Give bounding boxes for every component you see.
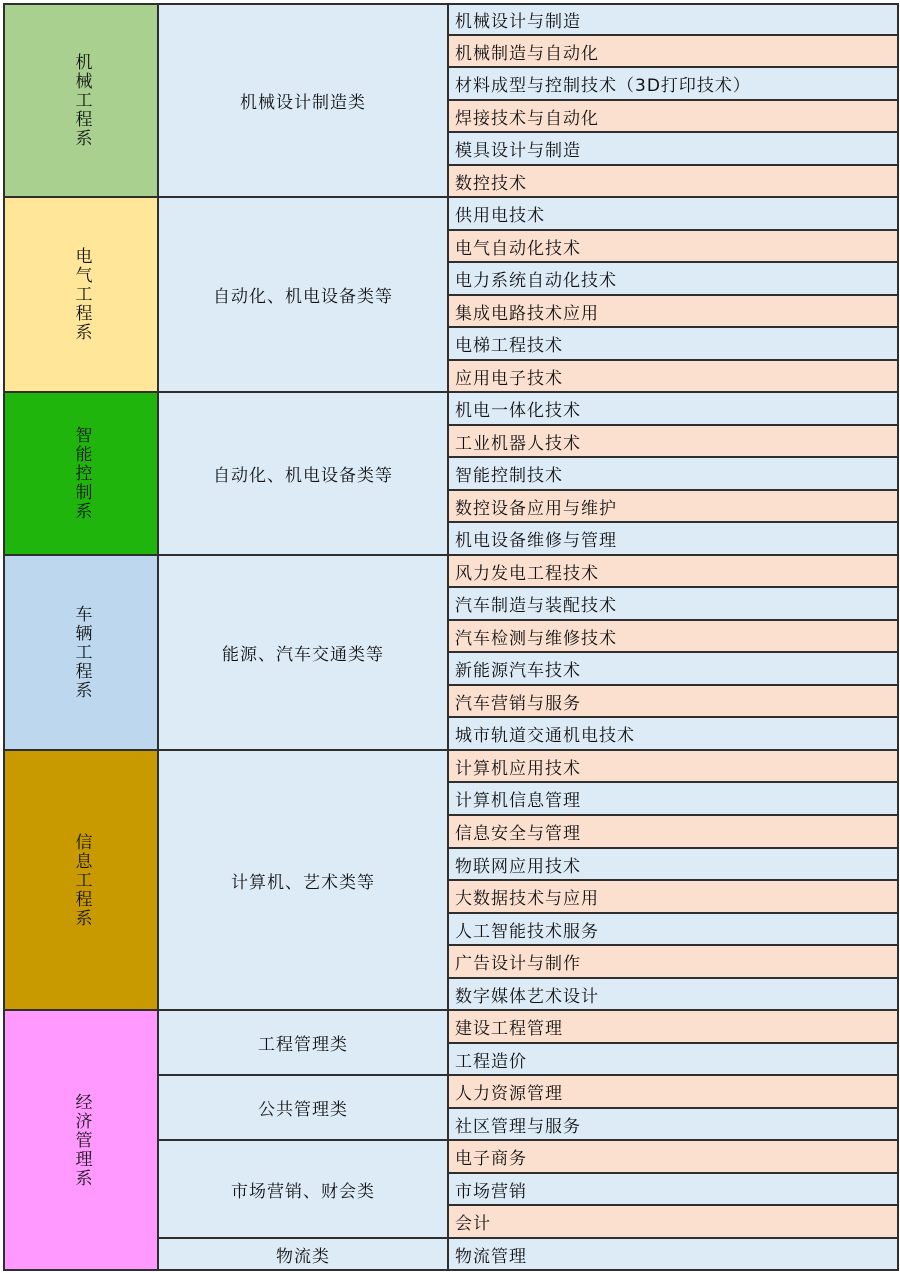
department-cell: [3, 393, 159, 556]
category-name: 计算机、艺术类等: [231, 872, 375, 893]
major-name: 会计: [455, 1214, 491, 1234]
major-cell: [449, 101, 899, 133]
major-cell: [449, 1141, 899, 1174]
major-cell: [449, 263, 899, 296]
major-cell: [449, 68, 899, 101]
major-cell: [449, 328, 899, 361]
major-name: 机械制造与自动化: [455, 43, 599, 64]
department-name: 经济管理系: [71, 1092, 92, 1188]
major-name: 数控技术: [455, 173, 527, 194]
category-cell: [159, 1239, 449, 1271]
department-cell: [3, 3, 159, 198]
major-cell: [449, 133, 899, 166]
major-cell: [449, 979, 899, 1011]
major-cell: [449, 523, 899, 556]
category-cell: [159, 751, 449, 1011]
major-cell: [449, 1011, 899, 1044]
major-name: 大数据技术与应用: [455, 889, 599, 909]
department-name: 信息工程系: [71, 832, 92, 928]
major-cell: [449, 718, 899, 751]
major-name: 城市轨道交通机电技术: [455, 726, 635, 746]
major-name: 计算机应用技术: [455, 758, 581, 779]
major-name: 模具设计与制造: [455, 141, 581, 161]
department-cell: [3, 1011, 159, 1271]
major-cell: [449, 1109, 899, 1141]
majors-table: [3, 3, 899, 1270]
major-cell: [449, 946, 899, 979]
department-cell: [3, 751, 159, 1011]
major-name: 广告设计与制作: [455, 954, 581, 974]
major-name: 人工智能技术服务: [455, 921, 599, 942]
major-cell: [449, 231, 899, 263]
major-name: 新能源汽车技术: [455, 661, 581, 681]
major-cell: [449, 556, 899, 588]
major-cell: [449, 816, 899, 849]
major-name: 集成电路技术应用: [455, 303, 599, 324]
major-cell: [449, 458, 899, 491]
major-cell: [449, 166, 899, 198]
department-name: 智能控制系: [71, 426, 92, 521]
major-cell: [449, 1174, 899, 1206]
major-name: 电力系统自动化技术: [455, 271, 617, 291]
major-name: 物联网应用技术: [455, 856, 581, 877]
category-name: 自动化、机电设备类等: [213, 466, 393, 486]
major-cell: [449, 426, 899, 458]
major-name: 电子商务: [455, 1149, 527, 1169]
major-cell: [449, 393, 899, 426]
major-name: 物流管理: [455, 1246, 527, 1267]
major-name: 材料成型与控制技术（3D打印技术）: [455, 76, 751, 96]
department-name: 机械工程系: [71, 53, 92, 148]
category-cell: [159, 1076, 449, 1141]
major-name: 汽车检测与维修技术: [455, 628, 617, 649]
major-cell: [449, 1076, 899, 1109]
major-cell: [449, 751, 899, 783]
major-name: 人力资源管理: [455, 1084, 563, 1104]
category-cell: [159, 393, 449, 556]
major-name: 风力发电工程技术: [455, 563, 599, 584]
category-name: 公共管理类: [258, 1100, 348, 1120]
category-name: 市场营销、财会类: [231, 1181, 375, 1202]
department-name: 电气工程系: [71, 247, 92, 342]
major-name: 计算机信息管理: [455, 791, 581, 811]
department-cell: [3, 198, 159, 393]
major-name: 建设工程管理: [455, 1019, 563, 1039]
category-name: 物流类: [276, 1246, 330, 1267]
major-cell: [449, 881, 899, 914]
department-name: 车辆工程系: [71, 605, 92, 700]
major-name: 智能控制技术: [455, 466, 563, 486]
category-cell: [159, 198, 449, 393]
major-name: 工程造价: [455, 1051, 527, 1072]
major-name: 信息安全与管理: [455, 824, 581, 844]
major-cell: [449, 3, 899, 36]
major-name: 社区管理与服务: [455, 1116, 581, 1137]
major-name: 汽车制造与装配技术: [455, 596, 617, 616]
major-name: 应用电子技术: [455, 368, 563, 389]
major-cell: [449, 588, 899, 621]
major-name: 工业机器人技术: [455, 433, 581, 454]
category-name: 机械设计制造类: [240, 93, 366, 113]
major-name: 机电设备维修与管理: [455, 531, 617, 551]
category-name: 自动化、机电设备类等: [213, 287, 393, 307]
category-cell: [159, 1011, 449, 1076]
major-cell: [449, 296, 899, 328]
major-cell: [449, 653, 899, 686]
major-cell: [449, 36, 899, 68]
major-name: 市场营销: [455, 1181, 527, 1202]
major-cell: [449, 783, 899, 816]
major-cell: [449, 621, 899, 653]
major-cell: [449, 1044, 899, 1076]
major-name: 机械设计与制造: [455, 12, 581, 32]
major-cell: [449, 1206, 899, 1239]
category-cell: [159, 1141, 449, 1239]
department-cell: [3, 556, 159, 751]
major-cell: [449, 198, 899, 231]
major-cell: [449, 1239, 899, 1271]
major-cell: [449, 914, 899, 946]
category-cell: [159, 3, 449, 198]
major-name: 电梯工程技术: [455, 336, 563, 356]
major-cell: [449, 361, 899, 393]
category-name: 能源、汽车交通类等: [222, 645, 384, 665]
major-name: 焊接技术与自动化: [455, 108, 599, 129]
major-name: 数字媒体艺术设计: [455, 986, 599, 1007]
category-name: 工程管理类: [258, 1035, 348, 1055]
major-cell: [449, 491, 899, 523]
category-cell: [159, 556, 449, 751]
major-cell: [449, 686, 899, 718]
major-name: 电气自动化技术: [455, 238, 581, 259]
major-cell: [449, 849, 899, 881]
major-name: 机电一体化技术: [455, 401, 581, 421]
major-name: 数控设备应用与维护: [455, 498, 617, 519]
major-name: 汽车营销与服务: [455, 693, 581, 714]
major-name: 供用电技术: [455, 206, 545, 226]
